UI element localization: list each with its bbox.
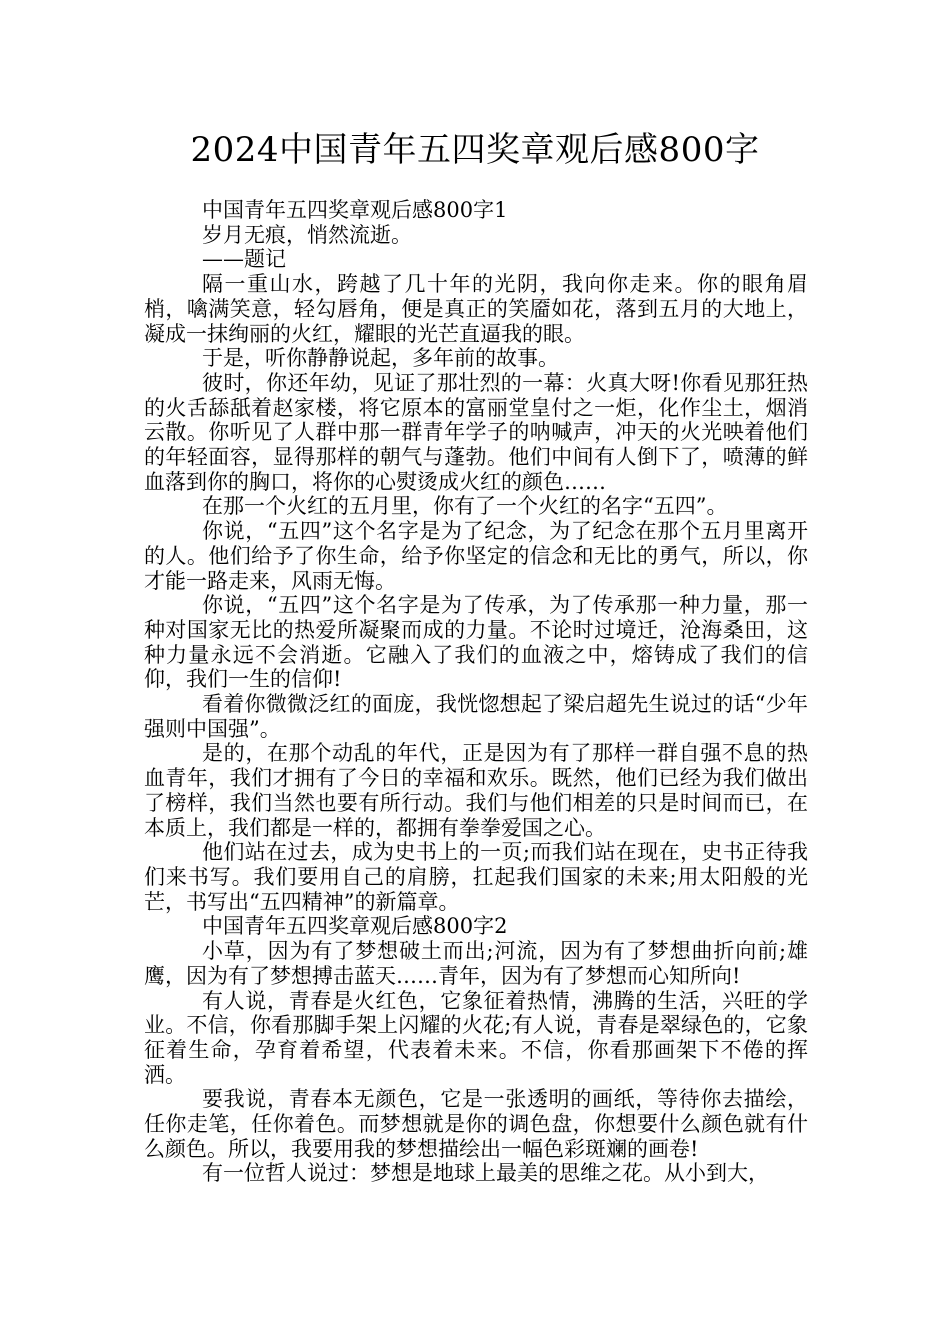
- paragraph: 有一位哲人说过：梦想是地球上最美的思维之花。从小到大，: [202, 1161, 769, 1186]
- paragraph: 彼时，你还年幼，见证了那壮烈的一幕：火真大呀!你看见那狂热的火舌舔舐着赵家楼，将它原本的富丽堂皇付之一炬，化作尘土，烟消云散。你听见了人群中那一群青年学子的呐喊声，冲天的火光映着他们的年轻面容，显得那样的朝气与蓬勃。他们中间有人倒下了，喷薄的鲜血落到你的胸口，将你的心熨烫成火红的颜色……: [144, 370, 808, 494]
- paragraph: 是的，在那个动乱的年代，正是因为有了那样一群自强不息的热血青年，我们才拥有了今日的幸福和欢乐。既然，他们已经为我们做出了榜样，我们当然也要有所行动。我们与他们相差的只是时间而已，在本质上，我们都是一样的，都拥有拳拳爱国之心。: [144, 741, 808, 840]
- paragraph: 要我说，青春本无颜色，它是一张透明的画纸，等待你去描绘，任你走笔，任你着色。而梦想就是你的调色盘，你想要什么颜色就有什么颜色。所以，我要用我的梦想描绘出一幅色彩斑斓的画卷!: [144, 1087, 808, 1161]
- paragraph: 你说，“五四”这个名字是为了纪念，为了纪念在那个五月里离开的人。他们给予了你生命，给予你坚定的信念和无比的勇气，所以，你才能一路走来，风雨无悔。: [144, 519, 808, 593]
- paragraph: 看着你微微泛红的面庞，我恍惚想起了梁启超先生说过的话“少年强则中国强”。: [144, 692, 808, 741]
- paragraph: 小草，因为有了梦想破土而出;河流，因为有了梦想曲折向前;雄鹰，因为有了梦想搏击蓝天……青年，因为有了梦想而心知所向!: [144, 939, 808, 988]
- document-body: [144, 198, 808, 1186]
- epigraph-attribution: ——题记: [202, 247, 286, 272]
- section-heading-1: 中国青年五四奖章观后感800字1: [202, 198, 508, 222]
- paragraph: 他们站在过去，成为史书上的一页;而我们站在现在，史书正待我们来书写。我们要用自己的肩膀，扛起我们国家的未来;用太阳般的光芒，书写出“五四精神”的新篇章。: [144, 840, 808, 914]
- paragraph: 隔一重山水，跨越了几十年的光阴，我向你走来。你的眼角眉梢，噙满笑意，轻勾唇角，便是真正的笑靥如花，落到五月的大地上，凝成一抹绚丽的火红，耀眼的光芒直逼我的眼。: [144, 272, 808, 346]
- paragraph: 于是，听你静静说起，多年前的故事。: [202, 346, 559, 371]
- document-title: 2024中国青年五四奖章观后感800字: [190, 130, 760, 170]
- paragraph: 你说，“五四”这个名字是为了传承，为了传承那一种力量，那一种对国家无比的热爱所凝聚而成的力量。不论时过境迁，沧海桑田，这种力量永远不会消逝。它融入了我们的血液之中，熔铸成了我们的信仰，我们一生的信仰!: [144, 593, 808, 692]
- paragraph: 在那一个火红的五月里，你有了一个火红的名字“五四”。: [202, 494, 728, 519]
- section-heading-2: 中国青年五四奖章观后感800字2: [202, 914, 508, 939]
- epigraph: 岁月无痕，悄然流逝。: [202, 222, 412, 247]
- paragraph: 有人说，青春是火红色，它象征着热情，沸腾的生活，兴旺的学业。不信，你看那脚手架上闪耀的火花;有人说，青春是翠绿色的，它象征着生命，孕育着希望，代表着未来。不信，你看那画架下不倦的挥洒。: [144, 988, 808, 1087]
